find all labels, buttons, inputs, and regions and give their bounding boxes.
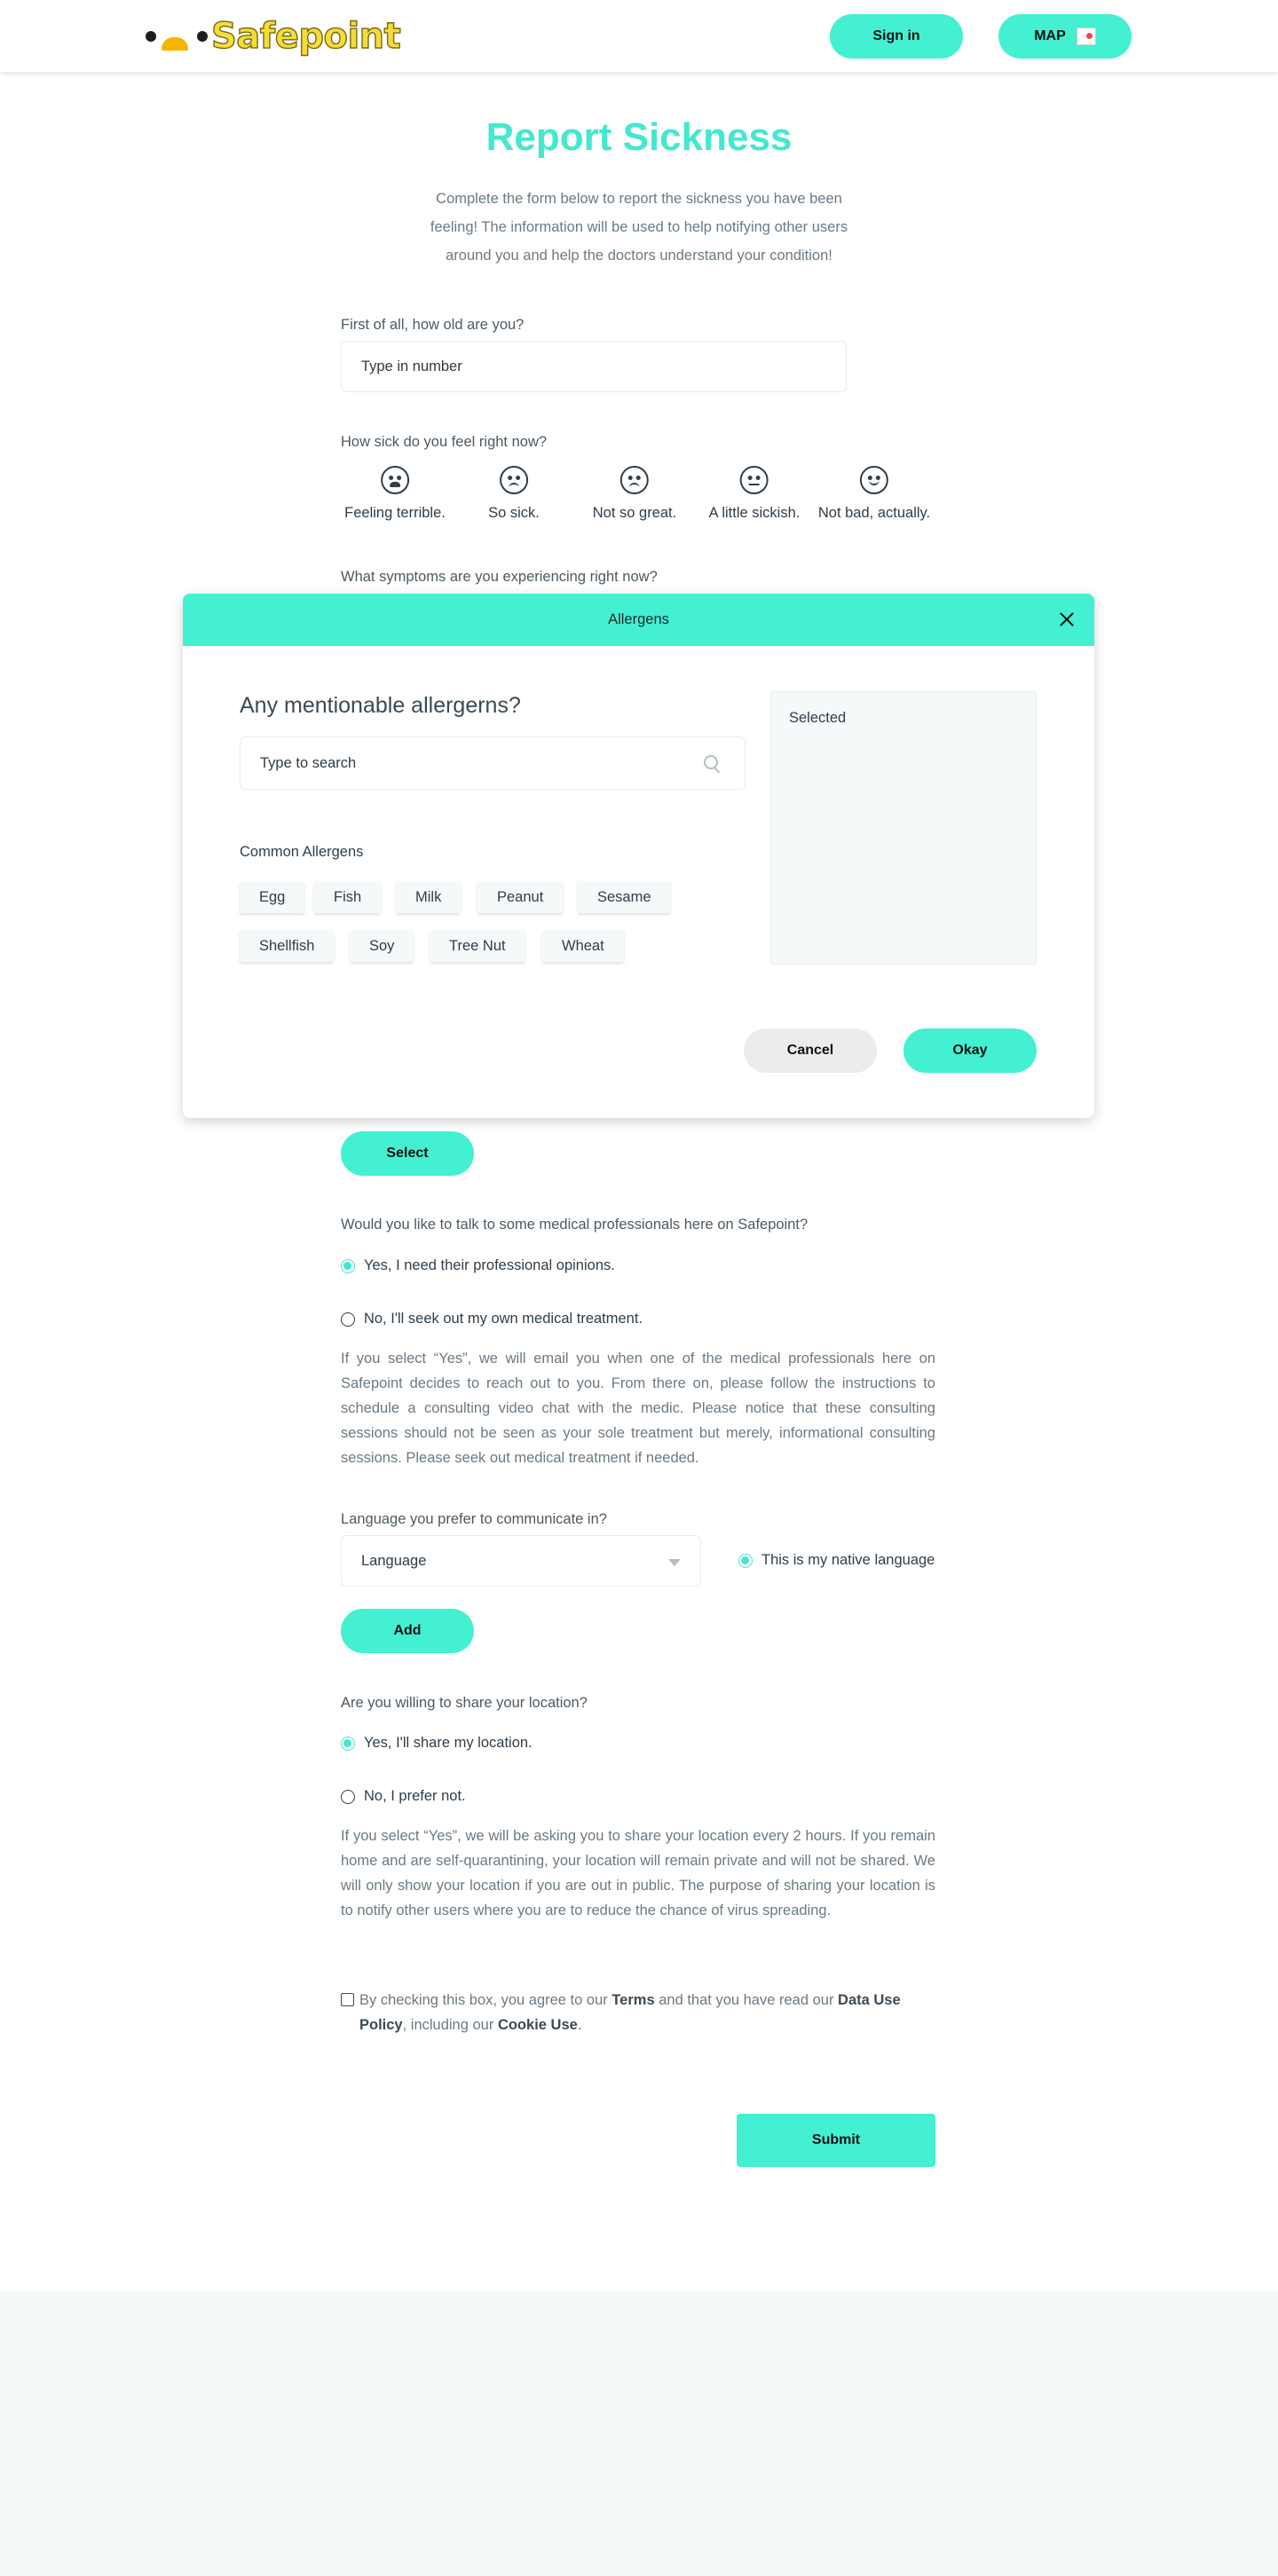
mood-label: How sick do you feel right now? (341, 434, 548, 450)
cookie-use-link[interactable]: Cookie Use (497, 2017, 578, 2033)
crying-face-icon (500, 466, 528, 494)
allergen-chip-wheat[interactable]: Wheat (542, 930, 624, 962)
site-header (0, 0, 1278, 72)
selected-label: Selected (789, 710, 847, 726)
neutral-face-icon (740, 466, 769, 494)
search-input-value: Type to search (260, 754, 357, 771)
mood-option-terrible[interactable] (344, 466, 446, 522)
map-label: MAP (1034, 28, 1066, 43)
tongue-face-icon (381, 466, 409, 494)
sign-in-label: Sign in (872, 28, 920, 43)
mood-option-sickish[interactable] (709, 466, 801, 522)
page-intro: Complete the form below to report the sickness you have been feeling! The information will be used to help notifying other users around you and help the doctors understand your condition! (430, 191, 848, 264)
radio-label: No, I prefer not. (364, 1788, 466, 1804)
page-title: Report Sickness (485, 115, 793, 159)
selected-allergens-panel (770, 691, 1037, 965)
map-button[interactable] (998, 14, 1132, 59)
allergen-chip-tree-nut[interactable]: Tree Nut (430, 930, 525, 962)
smiling-face-icon (860, 466, 888, 494)
common-allergens-label: Common Allergens (240, 844, 364, 860)
professionals-yes-radio[interactable] (341, 1257, 615, 1274)
terms-checkbox[interactable] (341, 1993, 354, 2006)
mood-option-label: So sick. (488, 505, 540, 521)
close-icon[interactable] (1057, 610, 1077, 629)
professionals-note: If you select “Yes”, we will email you when one of the medical professionals here on Safepoint decides to reach out to you. From there on, please follow the instructions to schedule a consulting video chat with the medic. Please notice that these consulting sessions should not be seen as your sole treatment but merely, informational consulting sessions. Please seek out medical treatment if needed. (341, 1351, 935, 1466)
symptoms-label: What symptoms are you experiencing right now? (341, 569, 658, 585)
allergen-chip-milk[interactable]: Milk (396, 881, 461, 913)
add-label: Add (393, 1623, 422, 1638)
mood-option-label: Not bad, actually. (817, 505, 931, 521)
radio-selected-icon (341, 1259, 355, 1273)
brand-name: Safepoint (211, 16, 401, 57)
allergen-chip-shellfish[interactable]: Shellfish (240, 930, 334, 962)
terms-link[interactable]: Terms (611, 1992, 655, 2008)
mood-option-not-bad[interactable] (818, 466, 930, 522)
modal-header (183, 594, 1094, 646)
radio-empty-icon (341, 1790, 355, 1804)
radio-label: This is my native language (761, 1552, 935, 1568)
allergen-chip-fish[interactable]: Fish (314, 881, 381, 913)
radio-label: No, I'll seek out my own medical treatment. (364, 1311, 643, 1327)
mood-options (341, 466, 944, 528)
map-icon (1077, 28, 1096, 45)
allergen-chip-soy[interactable]: Soy (350, 930, 414, 962)
radio-empty-icon (341, 1312, 355, 1327)
radio-selected-icon (738, 1554, 753, 1568)
submit-button[interactable] (737, 2114, 935, 2167)
page-footer (0, 2291, 1278, 2576)
cancel-label: Cancel (786, 1043, 834, 1058)
allergen-chip-egg[interactable]: Egg (240, 881, 304, 913)
submit-label: Submit (811, 2132, 861, 2147)
safepoint-logo[interactable] (144, 16, 400, 57)
mood-option-label: A little sickish. (708, 505, 801, 521)
mood-option-label: Not so great. (592, 505, 677, 521)
radio-label: Yes, I need their professional opinions. (364, 1257, 615, 1273)
terms-text: By checking this box, you agree to our Terms and that you have read our Data Use Policy, including our Cookie Use. (359, 1992, 901, 2033)
mood-option-so-sick[interactable] (488, 466, 540, 522)
allergen-search-input[interactable] (240, 737, 746, 790)
allergen-chip-peanut[interactable]: Peanut (477, 881, 563, 913)
age-label: First of all, how old are you? (341, 317, 525, 333)
language-select[interactable] (341, 1535, 701, 1587)
mood-option-label: Feeling terrible. (344, 505, 446, 521)
allergens-modal (183, 594, 1094, 1118)
duck-face-icon (144, 16, 211, 57)
professionals-label: Would you like to talk to some medical professionals here on Safepoint? (341, 1217, 809, 1233)
symptoms-select-button[interactable] (341, 1131, 474, 1176)
location-no-radio[interactable] (341, 1788, 466, 1805)
allergen-chip-sesame[interactable]: Sesame (578, 881, 671, 913)
okay-button[interactable] (903, 1028, 1037, 1073)
allergens-question: Any mentionable allergerns? (240, 693, 521, 718)
modal-title: Allergens (608, 611, 669, 627)
data-policy-link[interactable]: Data Use Policy (359, 1992, 901, 2033)
radio-label: Yes, I'll share my location. (364, 1735, 532, 1751)
add-language-button[interactable] (341, 1609, 474, 1653)
frowning-face-icon (620, 466, 649, 494)
radio-selected-icon (341, 1737, 355, 1751)
age-input-value: Type in number (361, 358, 462, 374)
location-note: If you select “Yes”, we will be asking you to share your location every 2 hours. If you remain home and are self-quarantining, your location will remain private and will not be shared. We will only show your location if you are out in public. The purpose of sharing your location is to notify other users where you are to reduce the chance of virus spreading. (341, 1828, 935, 1918)
location-yes-radio[interactable] (341, 1735, 532, 1752)
mood-option-not-great[interactable] (593, 466, 676, 522)
professionals-no-radio[interactable] (341, 1311, 643, 1327)
sign-in-button[interactable] (830, 14, 963, 59)
age-input[interactable] (341, 341, 847, 392)
select-label: Select (386, 1146, 429, 1161)
caret-down-icon (668, 1559, 681, 1566)
terms-agreement (341, 1988, 944, 2037)
search-icon (704, 755, 720, 771)
location-label: Are you willing to share your location? (341, 1695, 588, 1711)
native-language-radio[interactable] (738, 1552, 935, 1569)
language-select-value: Language (361, 1552, 427, 1569)
okay-label: Okay (952, 1043, 988, 1058)
cancel-button[interactable] (744, 1028, 877, 1073)
language-label: Language you prefer to communicate in? (341, 1511, 607, 1527)
